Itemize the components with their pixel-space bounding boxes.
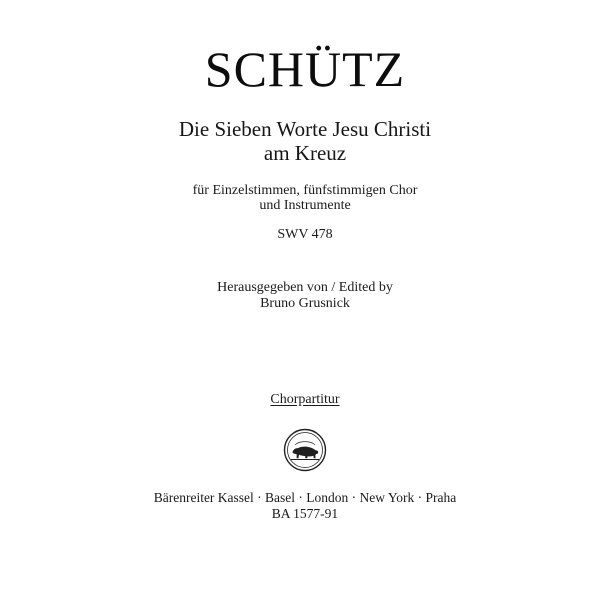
scoring-line-1: für Einzelstimmen, fünfstimmigen Chor: [192, 183, 418, 198]
work-title-line-2: am Kreuz: [263, 141, 347, 165]
baerenreiter-bear-seal-icon: [283, 428, 327, 472]
work-title-line-1: Die Sieben Worte Jesu Christi: [178, 117, 432, 141]
scoring-line-2: und Instrumente: [259, 198, 351, 213]
edition-type: [0, 393, 610, 407]
edition-type-label: Chorpartitur: [270, 392, 340, 407]
composer-name: SCHÜTZ: [204, 41, 406, 97]
editor-name: Bruno Grusnick: [260, 296, 350, 311]
swv-catalog-number: SWV 478: [277, 227, 333, 242]
publisher-order-number: BA 1577-91: [271, 506, 339, 521]
editor-label: Herausgegeben von / Edited by: [217, 280, 393, 295]
publisher-cities: Bärenreiter Kassel · Basel · London · New York · Praha: [153, 490, 457, 505]
